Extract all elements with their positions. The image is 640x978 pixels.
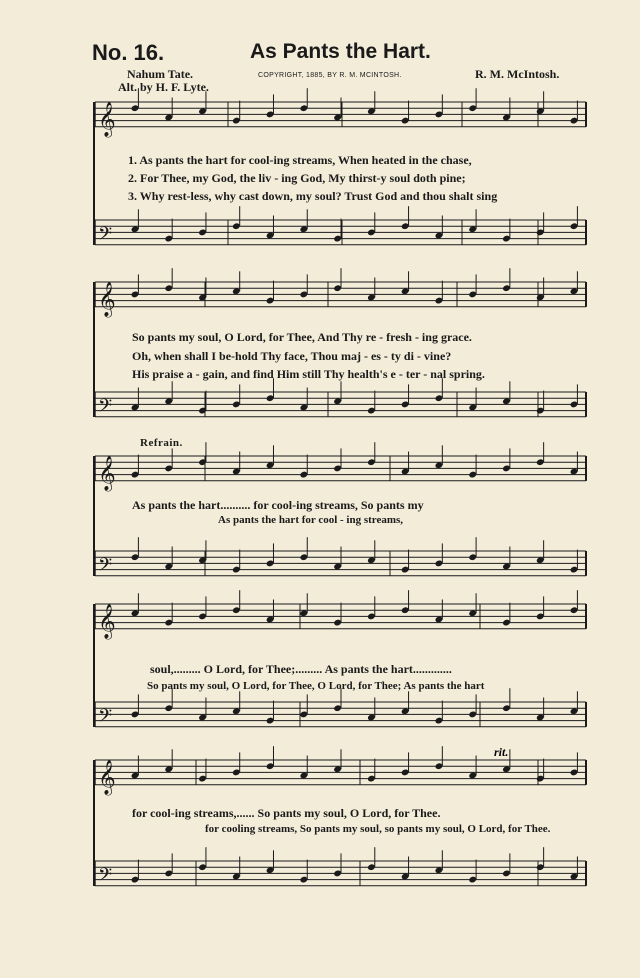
- bass-clef-icon: 𝄢: [98, 554, 113, 580]
- treble-clef-icon: 𝄞: [98, 101, 116, 137]
- treble-clef-icon: 𝄞: [98, 759, 116, 795]
- lyric-verse-2: 2. For Thee, my God, the liv - ing God, My thirst-y soul doth pine;: [128, 171, 466, 185]
- refrain-label: Refrain.: [140, 437, 183, 449]
- bass-clef-icon: 𝄢: [98, 223, 113, 249]
- bass-clef-icon: 𝄢: [98, 864, 113, 890]
- lyric-verse-1-line2: So pants my soul, O Lord, for Thee, And Thy re - fresh - ing grace.: [132, 330, 472, 344]
- composer: R. M. McIntosh.: [475, 67, 560, 81]
- lyric-verse-3-line2: His praise a - gain, and find Him still Thy health's e - ter - nal spring.: [132, 367, 485, 381]
- refrain-lyric-upper-3: for cool-ing streams,...... So pants my soul, O Lord, for Thee.: [132, 806, 441, 820]
- lyric-verse-1: 1. As pants the hart for cool-ing streams, When heated in the chase,: [128, 153, 472, 167]
- ritardando-mark: rit.: [494, 745, 509, 759]
- hymn-number: No. 16.: [92, 40, 165, 65]
- lyric-verse-3: 3. Why rest-less, why cast down, my soul? Trust God and thou shalt sing: [128, 189, 498, 203]
- staff-systems: [94, 88, 586, 890]
- bass-clef-icon: 𝄢: [98, 395, 113, 421]
- bass-clef-icon: 𝄢: [98, 705, 113, 731]
- lyric-verse-2-line2: Oh, when shall I be-hold Thy face, Thou maj - es - ty di - vine?: [132, 349, 452, 363]
- refrain-lyric-upper-2: soul,......... O Lord, for Thee;......... As pants the hart.............: [150, 662, 452, 676]
- treble-clef-icon: 𝄞: [98, 455, 116, 491]
- refrain-lyric-lower-2: So pants my soul, O Lord, for Thee, O Lord, for Thee; As pants the hart: [147, 680, 485, 692]
- hymn-title: As Pants the Hart.: [250, 40, 431, 63]
- refrain-lyric-lower-1: As pants the hart for cool - ing streams,: [218, 514, 404, 526]
- treble-clef-icon: 𝄞: [98, 281, 116, 317]
- author-line-1: Nahum Tate.: [127, 67, 194, 81]
- author-line-2: Alt. by H. F. Lyte.: [118, 80, 209, 94]
- copyright-notice: COPYRIGHT, 1885, BY R. M. MCINTOSH.: [258, 72, 402, 79]
- treble-clef-icon: 𝄞: [98, 603, 116, 639]
- refrain-lyric-upper-1: As pants the hart.......... for cool-ing streams, So pants my: [132, 498, 424, 512]
- refrain-lyric-lower-3: for cooling streams, So pants my soul, so pants my soul, O Lord, for Thee.: [205, 823, 551, 835]
